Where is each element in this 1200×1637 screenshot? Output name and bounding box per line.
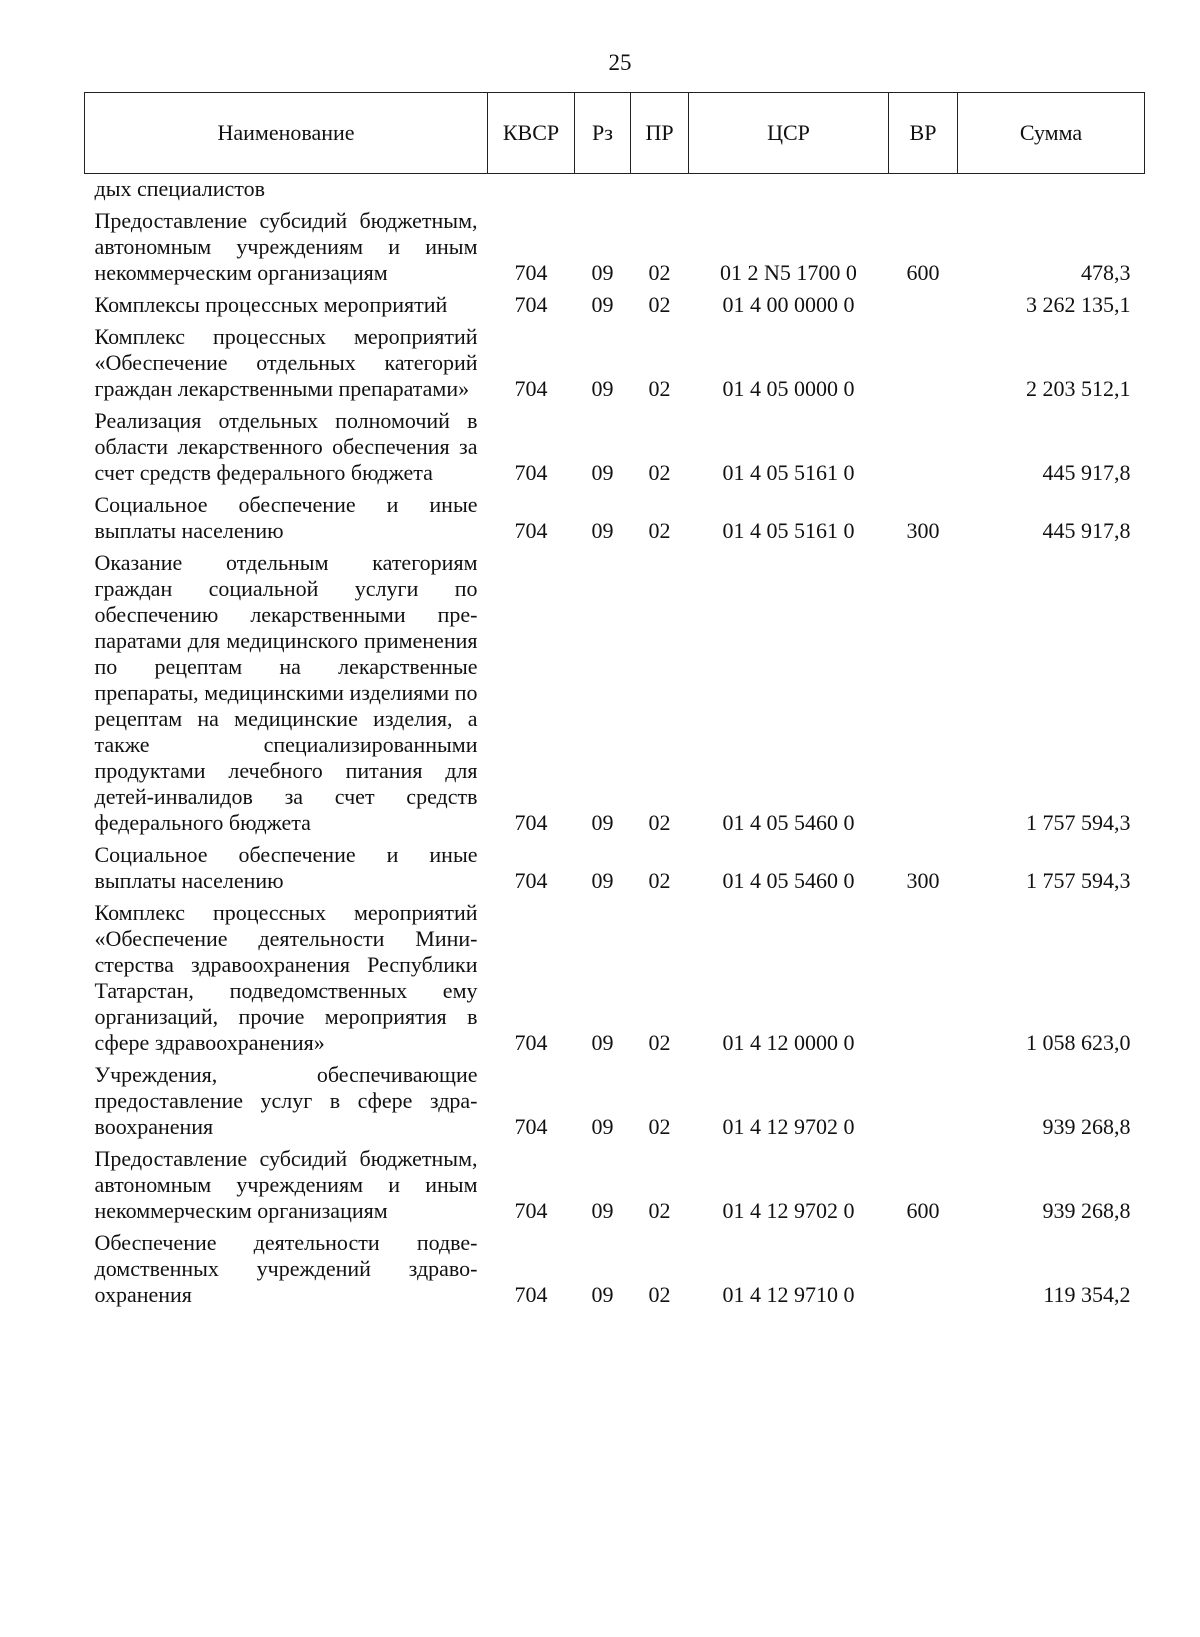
budget-table-container xyxy=(84,92,1144,1314)
continuation-row xyxy=(85,174,1145,209)
row-vr: 300 xyxy=(906,518,940,543)
row-vr xyxy=(889,292,958,324)
row-csr: 01 4 05 5460 0 xyxy=(722,868,855,893)
row-pr: 02 xyxy=(648,810,671,835)
header-name: Наименование xyxy=(85,93,488,174)
row-vr: 600 xyxy=(906,1198,940,1223)
row-name: Социальное обеспечение и иные выплаты населению xyxy=(94,842,478,893)
header-vr: ВР xyxy=(889,93,958,174)
row-vr xyxy=(889,1230,958,1314)
row-sum: 478,3 xyxy=(1081,260,1131,285)
row-kvsr: 704 xyxy=(514,1198,548,1223)
row-rz: 09 xyxy=(591,1282,614,1307)
row-name: Социальное обеспечение и иные выплаты населению xyxy=(94,492,478,543)
row-pr: 02 xyxy=(648,292,671,317)
row-sum: 939 268,8 xyxy=(1042,1198,1131,1223)
row-kvsr: 704 xyxy=(514,292,548,317)
row-rz: 09 xyxy=(591,260,614,285)
table-row xyxy=(85,1230,1145,1314)
row-kvsr: 704 xyxy=(514,260,548,285)
header-rz: Рз xyxy=(575,93,631,174)
header-csr: ЦСР xyxy=(689,93,889,174)
table-row xyxy=(85,1146,1145,1230)
row-vr: 600 xyxy=(906,260,940,285)
row-sum: 1 757 594,3 xyxy=(1026,868,1131,893)
table-row xyxy=(85,842,1145,900)
row-csr: 01 4 00 0000 0 xyxy=(722,292,855,317)
row-csr: 01 4 12 9710 0 xyxy=(722,1282,855,1307)
row-pr: 02 xyxy=(648,1282,671,1307)
row-rz: 09 xyxy=(591,376,614,401)
row-name: Реализация отдельных полномочий в области лекарственного обеспечения за счет средств федерального бюджета xyxy=(94,408,478,485)
row-kvsr: 704 xyxy=(514,810,548,835)
header-kvsr: КВСР xyxy=(488,93,575,174)
row-name: Комплекс процессных мероприятий «Обеспечение отдельных категорий граждан лекарственными препаратами» xyxy=(94,324,478,401)
row-rz: 09 xyxy=(591,810,614,835)
row-sum: 119 354,2 xyxy=(1043,1282,1131,1307)
row-rz: 09 xyxy=(591,460,614,485)
row-csr: 01 2 N5 1700 0 xyxy=(720,260,857,285)
row-pr: 02 xyxy=(648,1114,671,1139)
table-row xyxy=(85,292,1145,324)
table-row xyxy=(85,408,1145,492)
row-rz: 09 xyxy=(591,868,614,893)
row-name: Комплекс процессных мероприятий «Обеспечение деятельности Министерства здравоохранения Республики Татарстан, подведомственных ему организаций, прочие мероприятия в сфере здравоохранения» xyxy=(94,900,478,1055)
row-csr: 01 4 12 9702 0 xyxy=(722,1198,855,1223)
row-vr xyxy=(889,324,958,408)
row-pr: 02 xyxy=(648,260,671,285)
row-vr xyxy=(889,900,958,1062)
row-vr xyxy=(889,1062,958,1146)
table-row xyxy=(85,550,1145,842)
table-row xyxy=(85,324,1145,408)
row-sum: 1 757 594,3 xyxy=(1026,810,1131,835)
row-kvsr: 704 xyxy=(514,868,548,893)
row-pr: 02 xyxy=(648,460,671,485)
table-row xyxy=(85,1062,1145,1146)
row-pr: 02 xyxy=(648,1030,671,1055)
row-name: Обеспечение деятельности подведомственных учреждений здравоохранения xyxy=(94,1230,478,1307)
row-vr xyxy=(889,550,958,842)
table-header xyxy=(85,93,1145,174)
table-row xyxy=(85,208,1145,292)
row-kvsr: 704 xyxy=(514,1030,548,1055)
row-pr: 02 xyxy=(648,376,671,401)
row-kvsr: 704 xyxy=(514,376,548,401)
table-body xyxy=(85,174,1145,1315)
row-kvsr: 704 xyxy=(514,518,548,543)
row-pr: 02 xyxy=(648,518,671,543)
row-pr: 02 xyxy=(648,868,671,893)
row-kvsr: 704 xyxy=(514,1114,548,1139)
header-pr: ПР xyxy=(631,93,689,174)
row-rz: 09 xyxy=(591,292,614,317)
table-row xyxy=(85,900,1145,1062)
row-rz: 09 xyxy=(591,1114,614,1139)
row-sum: 2 203 512,1 xyxy=(1026,376,1131,401)
row-name: Предоставление субсидий бюджетным, автономным учреждениям и иным некоммерческим организациям xyxy=(94,208,478,285)
row-rz: 09 xyxy=(591,1030,614,1055)
row-name: Комплексы процессных мероприятий xyxy=(94,292,448,317)
row-rz: 09 xyxy=(591,518,614,543)
row-kvsr: 704 xyxy=(514,1282,548,1307)
row-sum: 3 262 135,1 xyxy=(1026,292,1131,317)
page-number: 25 xyxy=(608,50,632,75)
row-csr: 01 4 05 0000 0 xyxy=(722,376,855,401)
row-vr: 300 xyxy=(906,868,940,893)
row-sum: 445 917,8 xyxy=(1042,460,1131,485)
row-kvsr: 704 xyxy=(514,460,548,485)
row-name: Учреждения, обеспечивающие предоставление услуг в сфере здравоохранения xyxy=(94,1062,478,1139)
row-csr: 01 4 05 5460 0 xyxy=(722,810,855,835)
table-row xyxy=(85,492,1145,550)
row-csr: 01 4 12 9702 0 xyxy=(722,1114,855,1139)
row-sum: 939 268,8 xyxy=(1042,1114,1131,1139)
row-rz: 09 xyxy=(591,1198,614,1223)
continuation-text: дых специалистов xyxy=(94,176,266,201)
row-sum: 1 058 623,0 xyxy=(1026,1030,1131,1055)
header-sum: Сумма xyxy=(958,93,1145,174)
row-pr: 02 xyxy=(648,1198,671,1223)
row-csr: 01 4 05 5161 0 xyxy=(722,460,855,485)
budget-table xyxy=(84,92,1145,1314)
row-csr: 01 4 05 5161 0 xyxy=(722,518,855,543)
row-sum: 445 917,8 xyxy=(1042,518,1131,543)
row-name: Оказание отдельным категориям граждан социальной услуги по обеспечению лекарственными препаратами для медицинского применения по рецептам на лекарственные препараты, медицинскими изделиями по рецептам на медицинские изделия, а также специализированными продуктами лечебного питания для детей-инвалидов за счет средств федерального бюджета xyxy=(94,550,478,835)
row-vr xyxy=(889,408,958,492)
row-name: Предоставление субсидий бюджетным, автономным учреждениям и иным некоммерческим организациям xyxy=(94,1146,478,1223)
row-csr: 01 4 12 0000 0 xyxy=(722,1030,855,1055)
